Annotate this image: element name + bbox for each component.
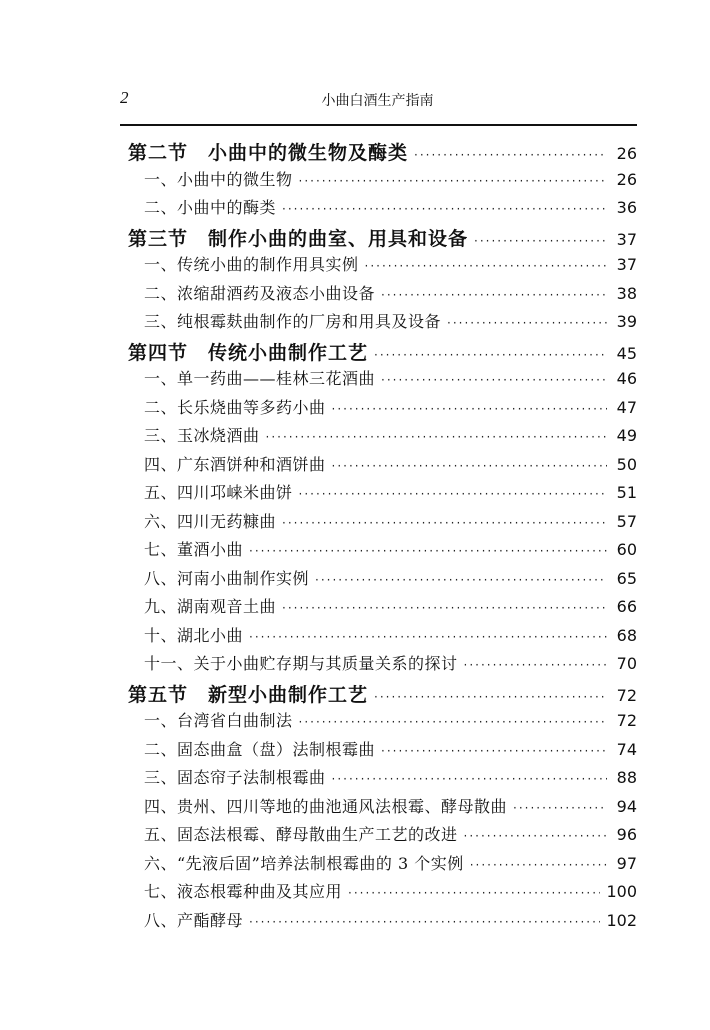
toc-entry-row [120, 794, 637, 823]
toc-section-row [120, 338, 637, 367]
toc-label: 八、产酯酵母 [144, 910, 244, 930]
toc-label: 五、四川邛崃米曲饼 [144, 483, 293, 502]
dot-leader [447, 316, 607, 330]
toc-page-number: 26 [616, 169, 637, 189]
toc-label: 八、河南小曲制作实例 [144, 568, 310, 588]
toc-entry-row [120, 594, 637, 623]
table-of-contents [120, 138, 637, 936]
dot-leader [474, 234, 607, 248]
toc-page-number: 38 [616, 283, 637, 303]
toc-entry-row [120, 281, 637, 310]
toc-entry-row [120, 651, 637, 680]
dot-leader [381, 373, 607, 387]
toc-page-number: 97 [616, 853, 637, 873]
toc-page-number: 51 [616, 483, 637, 502]
toc-label: 六、“先液后固”培养法制根霉曲的 3 个实例 [144, 853, 464, 873]
toc-entry-row [120, 765, 637, 794]
toc-entry-row [120, 395, 637, 424]
dot-leader [249, 544, 607, 558]
dot-leader [299, 487, 607, 501]
toc-entry-row [120, 908, 637, 937]
dot-leader [299, 715, 607, 729]
toc-label: 十一、关于小曲贮存期与其质量关系的探讨 [144, 654, 458, 673]
dot-leader [249, 630, 607, 644]
toc-label: 三、玉冰烧酒曲 [144, 426, 260, 445]
dot-leader [464, 829, 607, 843]
toc-entry-row [120, 309, 637, 338]
toc-page-number: 49 [616, 426, 637, 445]
toc-entry-row [120, 708, 637, 737]
toc-label: 四、贵州、四川等地的曲池通风法根霉、酵母散曲 [144, 796, 508, 816]
toc-label: 一、单一药曲——桂林三花酒曲 [144, 369, 376, 388]
dot-leader [249, 915, 600, 929]
toc-entry-row [120, 537, 637, 566]
dot-leader [365, 259, 607, 273]
toc-label: 二、长乐烧曲等多药小曲 [144, 397, 326, 417]
toc-page-number: 68 [616, 625, 637, 645]
toc-page-number: 102 [606, 910, 637, 930]
toc-page-number: 37 [616, 229, 637, 249]
toc-page-number: 50 [616, 454, 637, 474]
dot-leader [332, 459, 607, 473]
dot-leader [332, 402, 607, 416]
dot-leader [282, 516, 607, 530]
toc-label: 九、湖南观音土曲 [144, 597, 277, 616]
dot-leader [282, 601, 607, 615]
toc-section-row [120, 138, 637, 167]
dot-leader [332, 772, 607, 786]
toc-entry-row [120, 195, 637, 224]
dot-leader [315, 573, 607, 587]
toc-page-number: 72 [616, 685, 637, 705]
dot-leader [414, 148, 607, 162]
toc-page-number: 60 [616, 540, 637, 559]
toc-label: 七、董酒小曲 [144, 540, 244, 559]
dot-leader [282, 202, 607, 216]
toc-entry-row [120, 822, 637, 851]
dot-leader [348, 886, 600, 900]
toc-label: 一、台湾省白曲制法 [144, 711, 293, 730]
toc-page-number: 26 [616, 144, 637, 163]
toc-label: 第二节 小曲中的微生物及酶类 [128, 142, 409, 164]
toc-entry-row [120, 452, 637, 481]
toc-entry-row [120, 252, 637, 281]
toc-label: 三、固态帘子法制根霉曲 [144, 768, 326, 787]
dot-leader [381, 288, 607, 302]
toc-entry-row [120, 480, 637, 509]
toc-label: 十、湖北小曲 [144, 625, 244, 645]
toc-label: 二、固态曲盒（盘）法制根霉曲 [144, 739, 376, 759]
toc-page-number: 88 [616, 768, 637, 787]
toc-page-number: 66 [616, 597, 637, 616]
toc-entry-row [120, 737, 637, 766]
toc-page-number: 36 [616, 198, 637, 217]
toc-entry-row [120, 623, 637, 652]
toc-page-number: 39 [616, 312, 637, 331]
toc-page-number: 100 [606, 882, 637, 901]
toc-label: 第三节 制作小曲的曲室、用具和设备 [128, 227, 469, 250]
toc-label: 二、浓缩甜酒药及液态小曲设备 [144, 283, 376, 303]
toc-label: 第五节 新型小曲制作工艺 [128, 683, 369, 706]
toc-label: 六、四川无药糠曲 [144, 511, 277, 531]
toc-entry-row [120, 423, 637, 452]
toc-label: 七、液态根霉种曲及其应用 [144, 882, 343, 901]
toc-page-number: 70 [616, 654, 637, 673]
toc-page-number: 65 [616, 568, 637, 588]
toc-page-number: 74 [616, 739, 637, 759]
toc-entry-row [120, 509, 637, 538]
toc-page-number: 57 [616, 511, 637, 531]
page-number: 2 [120, 88, 129, 107]
toc-entry-row [120, 566, 637, 595]
toc-label: 五、固态法根霉、酵母散曲生产工艺的改进 [144, 825, 458, 844]
dot-leader [470, 858, 607, 872]
toc-label: 三、纯根霉麸曲制作的厂房和用具及设备 [144, 312, 442, 331]
running-header [120, 84, 635, 114]
toc-page-number: 96 [616, 825, 637, 844]
header-rule [120, 124, 637, 126]
toc-page-number: 37 [616, 255, 637, 274]
toc-label: 一、小曲中的微生物 [144, 169, 293, 189]
toc-label: 二、小曲中的酶类 [144, 198, 277, 217]
toc-page-number: 47 [616, 397, 637, 417]
toc-page-number: 45 [616, 343, 637, 363]
toc-entry-row [120, 366, 637, 395]
toc-section-row [120, 680, 637, 709]
dot-leader [266, 430, 607, 444]
toc-label: 四、广东酒饼种和酒饼曲 [144, 454, 326, 474]
toc-page-number: 94 [616, 796, 637, 816]
dot-leader [381, 744, 607, 758]
toc-label: 第四节 传统小曲制作工艺 [128, 341, 369, 364]
dot-leader [464, 658, 607, 672]
toc-entry-row [120, 167, 637, 196]
dot-leader [513, 801, 607, 815]
dot-leader [374, 348, 607, 362]
toc-entry-row [120, 851, 637, 880]
dot-leader [299, 174, 607, 188]
toc-page-number: 46 [616, 369, 637, 388]
toc-entry-row [120, 879, 637, 908]
toc-page-number: 72 [616, 711, 637, 730]
toc-label: 一、传统小曲的制作用具实例 [144, 255, 359, 274]
dot-leader [374, 690, 607, 704]
toc-section-row [120, 224, 637, 253]
book-title: 小曲白酒生产指南 [321, 93, 434, 109]
